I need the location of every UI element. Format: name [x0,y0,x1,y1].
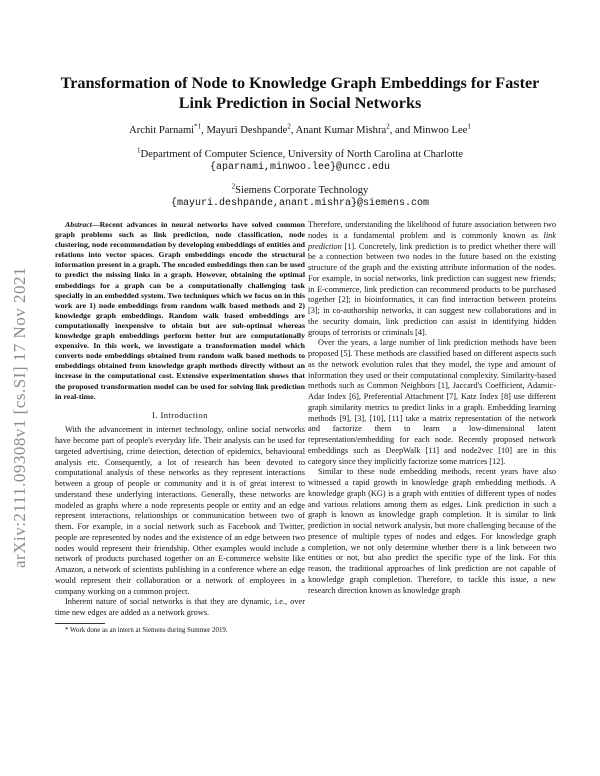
author-separator: , [290,125,296,136]
author-list [40,124,560,137]
author-name: Minwoo Lee [412,125,468,136]
intro-paragraph: With the advancement in internet technology, online social networks have become part of people's everyday life. Their analysis can be used for targeted advertising, crime detection, detection of epidemics, behavioural analysis etc. Consequently, a lot of research has been devoted to computational analysis of these networks as they represent interactions between a group of people or community and it is of great interest to understand these underlying interactions. Generally, these networks are modeled as graphs where a node represents people or entity and an edge represent interactions, relationships or communication between two of them. For example, in a social network such as Facebook and Twitter, people are represented by nodes and the existence of an edge between two nodes would represent their friendship. Other examples would include a network of products purchased together on an E-commerce website like Amazon, a network of scientists publishing in a conference where an edge would represent their collaboration or a network of employees in a company working on a common project. [55,425,305,596]
author-mark: 2 [287,122,291,131]
author-name: Anant Kumar Mishra [295,125,387,136]
author-mark: 1 [467,122,471,131]
author-mark: 2 [386,122,390,131]
affiliation-emails: {aparnami,minwoo.lee}@uncc.edu [209,162,391,173]
body-paragraph [308,220,556,338]
body-paragraph: Similar to these node embedding methods, recent years have also witnessed a rapid growth in knowledge graph embedding methods. A knowledge graph (KG) is a graph with entities of different types of nodes and various relations among them as edges. Link prediction in such a graph is known as knowledge graph completion. It is similar to link prediction in social network analysis, but more challenging because of the presence of multiple types of nodes and edges. For knowledge graph completion, we not only determine whether there is a link between two entities or not, but also predict the specific type of the link. For this reason, the traditional approaches of link prediction are not capable of knowledge graph completion. Therefore, to tackle this issue, a new research direction known as knowledge graph [308,467,556,595]
section-heading-introduction: I. Introduction [152,409,208,420]
footnote-rule [55,623,105,624]
text-run: [1]. Concretely, link prediction is to predict whether there will be a connection between two nodes in the future based on the existing structure of the graph and the existing attribute information of the nodes. For example, in social networks, link prediction can suggest new friends; in E-commerce, link prediction can recommend products to be purchased together [2]; in bioinformatics, it can find interaction between proteins [3]; in co-authorship networks, it can suggest new collaborations and in the security domain, link prediction can assist in identifying hidden groups of terrorists or criminals [4]. [308,241,556,337]
affiliation-mark: 2 [231,182,236,191]
author-name: Mayuri Deshpande [206,125,288,136]
affiliation-emails: {mayuri.deshpande,anant.mishra}@siemens.com [170,198,430,209]
abstract [55,220,305,402]
abstract-dash: — [91,220,100,229]
intro-paragraph: Inherent nature of social networks is that they are dynamic, i.e., over time new edges are added as a network grows. [55,597,305,618]
left-column [55,220,305,635]
abstract-text: Recent advances in neural networks have solved common graph problems such as link prediction, node classification, node clustering, node recommendation by developing embeddings of entities and relations into vector spaces. Graph embeddings encode the structural information present in a graph. The encoded embeddings then can be used to predict the missing links in a graph. However, obtaining the optimal embeddings for a graph can be a computationally challenging task specially in an embedded system. Two techniques which we focus on in this work are 1) node embeddings from random walk based methods and 2) knowledge graph embeddings. Random walk based embeddings are computationally inexpensive to obtain but are sub-optimal whereas knowledge graph embeddings perform better but are computationally expensive. In this work, we investigate a transformation model which converts node embeddings obtained from random walk based methods to embeddings obtained from knowledge graph methods directly without an increase in the computational cost. Extensive experimentation shows that the proposed transformation model can be used for solving link prediction in real-time. [55,220,305,401]
paper-title [40,73,560,113]
abstract-lead: Abstract [65,220,92,229]
author-mark: *1 [194,122,202,131]
emphasis-link-prediction: link prediction [308,230,556,251]
text-run: Therefore, understanding the likelihood of future association between two nodes is a fundamental problem and is commonly known as [308,220,556,240]
author-separator: , [201,125,207,136]
body-paragraph: Over the years, a large number of link prediction methods have been proposed [5]. These methods are classified based on different aspects such as the network evolution rules that they model, the type and amount of information they used or their computational complexity. Similarity-based methods such as Common Neighbors [1], Jaccard's Coefficient, Adamic-Adar Index [6], Preferential Attachment [7], Katz Index [8] use different graph similarity metrics to predict links in a graph. Embedding learning methods [9], [3], [10], [11] take a matrix representation of the network and factorize them to learn a low-dimensional latent representation/embedding for each node. Recently proposed network embeddings such as DeepWalk [11] and node2vec [10] are in this category since they implicitly factorize some matrices [12]. [308,338,556,466]
author-separator: , and [389,125,413,136]
affiliation-text: Department of Computer Science, University of North Carolina at Charlotte [140,149,463,160]
affiliation-siemens [40,184,560,210]
footnote: * Work done as an intern at Siemens during Summer 2019. [65,626,228,634]
affiliation-mark: 1 [137,146,141,155]
title-line-2: Link Prediction in Social Networks [178,94,422,112]
author-name: Archit Parnami [129,125,195,136]
affiliation-uncc [40,148,560,174]
right-column [308,220,556,596]
affiliation-text: Siemens Corporate Technology [235,185,369,196]
title-line-1: Transformation of Node to Knowledge Graph Embeddings for Faster [60,74,540,92]
arxiv-identifier: arXiv:2111.09308v1 [cs.SI] 17 Nov 2021 [10,266,29,568]
